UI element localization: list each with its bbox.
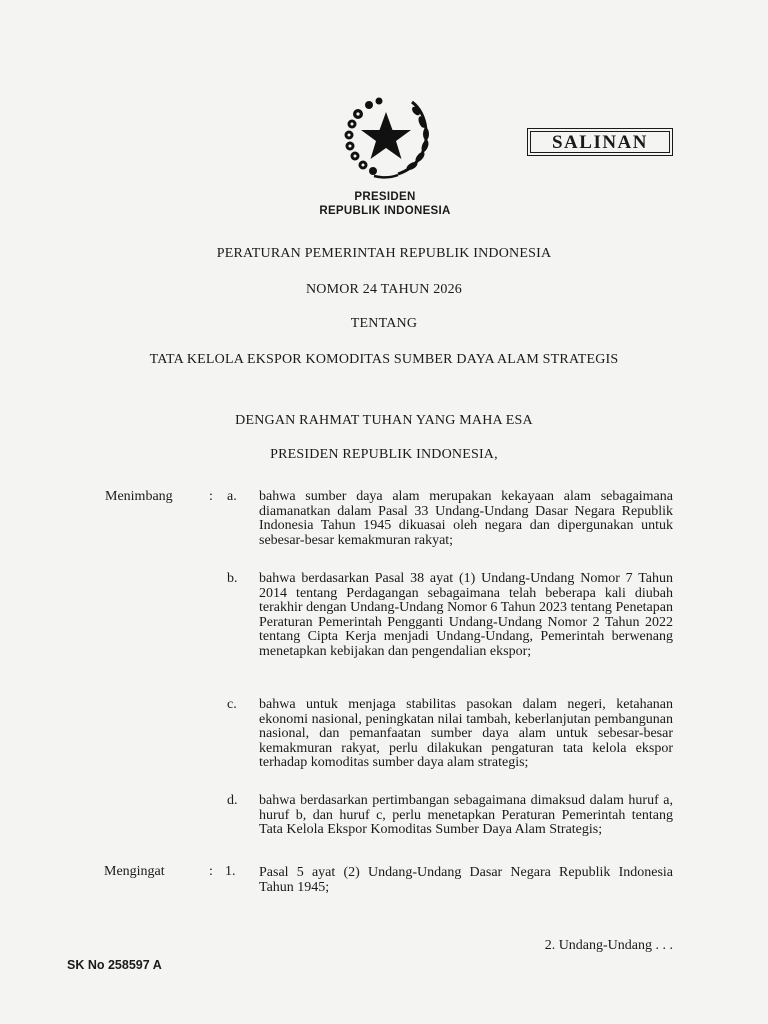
preamble-line-1: DENGAN RAHMAT TUHAN YANG MAHA ESA xyxy=(235,413,533,428)
regulation-subject: TATA KELOLA EKSPOR KOMODITAS SUMBER DAYA ALAM STRATEGIS xyxy=(149,352,619,367)
regulation-type-title: PERATURAN PEMERINTAH REPUBLIK INDONESIA xyxy=(216,246,552,261)
mengingat-marker-1: 1. xyxy=(225,864,236,879)
presidential-emblem-icon xyxy=(336,92,436,182)
issuer-header xyxy=(290,190,480,218)
page-continuation: 2. Undang-Undang . . . xyxy=(544,938,673,953)
menimbang-item-b: bahwa berdasarkan Pasal 38 ayat (1) Undang-Undang Nomor 7 Tahun 2014 tentang Perdagangan sebagaimana telah beberapa kali diubah terakhir dengan Undang-Undang Nomor 6 Tahun 2023 tentang Penetapan Peraturan Pemerintah Pengganti Undang-Undang Nomor 2 Tahun 2022 tentang Cipta Kerja menjadi Undang-Undang, Pemerintah berwenang menetapkan kebijakan dan pengendalian ekspor; xyxy=(259,571,673,659)
issuer-line-1: PRESIDEN xyxy=(354,191,416,203)
menimbang-label: Menimbang xyxy=(105,489,173,504)
mengingat-label: Mengingat xyxy=(104,864,165,879)
issuer-line-2: REPUBLIK INDONESIA xyxy=(319,205,451,217)
menimbang-marker-d: d. xyxy=(227,793,238,808)
sk-number: SK No 258597 A xyxy=(67,958,162,972)
mengingat-item-1: Pasal 5 ayat (2) Undang-Undang Dasar Negara Republik Indonesia Tahun 1945; xyxy=(259,865,673,895)
menimbang-item-a: bahwa sumber daya alam merupakan kekayaan alam sebagaimana diamanatkan dalam Pasal 33 Undang-Undang Dasar Negara Republik Indonesia Tahun 1945 dikuasai oleh negara dan dipergunakan untuk sebesar-besar kemakmuran rakyat; xyxy=(259,489,673,548)
menimbang-marker-c: c. xyxy=(227,697,237,712)
menimbang-colon: : xyxy=(209,489,213,504)
menimbang-item-d: bahwa berdasarkan pertimbangan sebagaimana dimaksud dalam huruf a, huruf b, dan huruf c, perlu menetapkan Peraturan Pemerintah tentang Tata Kelola Ekspor Komoditas Sumber Daya Alam Strategis; xyxy=(259,793,673,837)
mengingat-colon: : xyxy=(209,864,213,879)
salinan-stamp xyxy=(527,128,673,156)
menimbang-marker-a: a. xyxy=(227,489,237,504)
tentang-heading: TENTANG xyxy=(350,316,418,331)
salinan-stamp-text: SALINAN xyxy=(551,132,649,153)
menimbang-item-c: bahwa untuk menjaga stabilitas pasokan dalam negeri, ketahanan ekonomi nasional, peningkatan nilai tambah, keberlanjutan pembangunan nasional, dan pemanfaatan sumber daya alam untuk sebesar-besar kemakmuran rakyat, perlu dilakukan pengaturan tata kelola ekspor terhadap komoditas sumber daya alam strategis; xyxy=(259,697,673,770)
menimbang-marker-b: b. xyxy=(227,571,238,586)
regulation-number: NOMOR 24 TAHUN 2026 xyxy=(305,282,463,297)
preamble-line-2: PRESIDEN REPUBLIK INDONESIA, xyxy=(270,447,498,462)
